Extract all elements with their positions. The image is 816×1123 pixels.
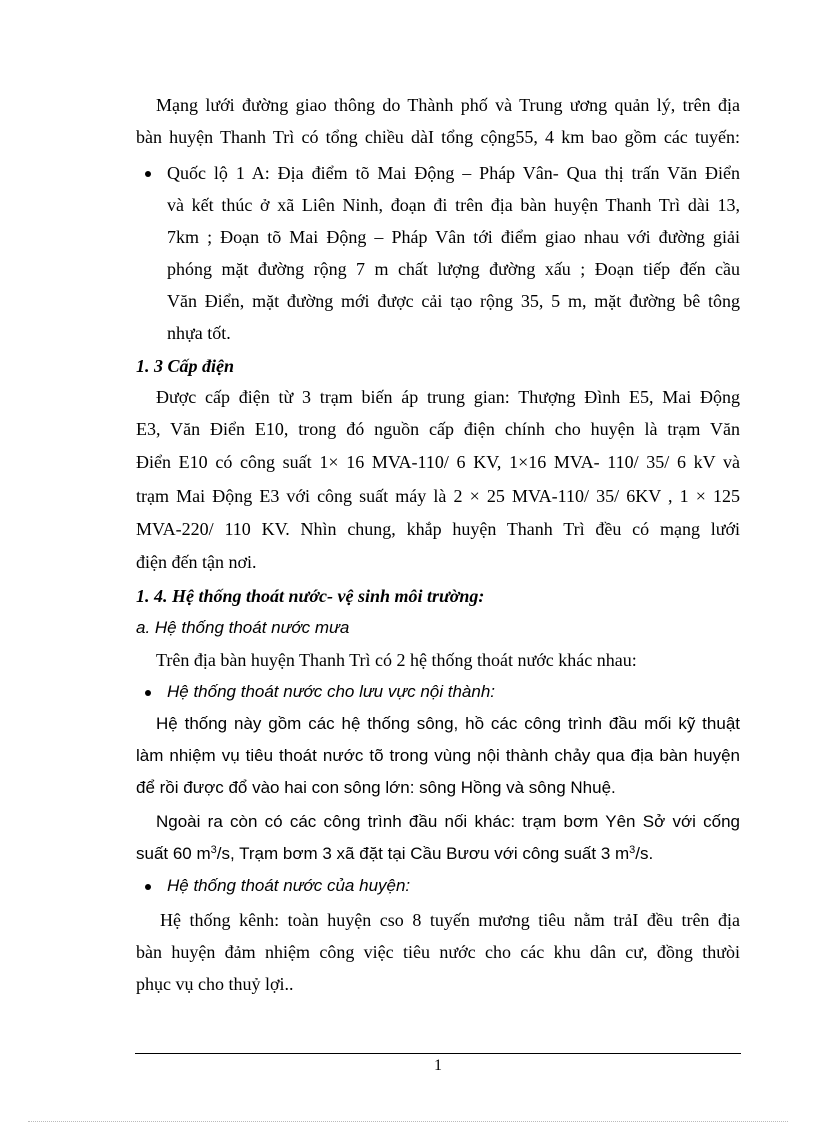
paragraph-line: để rồi được đổ vào hai con sông lớn: sông Hồng và sông Nhuệ.	[136, 778, 616, 797]
paragraph-line: MVA-220/ 110 KV. Nhìn chung, khắp huyện Thanh Trì đều có mạng lưới	[136, 519, 740, 539]
paragraph-line: bàn huyện đảm nhiệm công việc tiêu nước cho các khu dân cư, đồng thưòi	[136, 942, 740, 962]
paragraph-line: Được cấp điện từ 3 trạm biến áp trung gian: Thượng Đình E5, Mai Động	[156, 387, 740, 407]
list-item-line: Hệ thống thoát nước của huyện:	[167, 876, 411, 895]
subsection-heading: a. Hệ thống thoát nước mưa	[136, 618, 350, 637]
list-item-line: Quốc lộ 1 A: Địa điểm tõ Mai Động – Pháp Vân- Qua thị trấn Văn Điển	[167, 163, 740, 183]
paragraph-line: Ngoài ra còn có các công trình đầu nối khác: trạm bơm Yên Sở với cống	[156, 812, 740, 831]
section-heading: 1. 3 Cấp điện	[136, 356, 235, 376]
footer-divider	[135, 1053, 741, 1054]
paragraph-line: điện đến tận nơi.	[136, 552, 257, 572]
paragraph-line: Hệ thống này gồm các hệ thống sông, hồ các công trình đầu mối kỹ thuật	[156, 714, 740, 733]
text-fragment: /s, Trạm bơm 3 xã đặt tại Cầu Bươu với công suất 3 m	[216, 844, 630, 863]
page-edge-divider	[28, 1121, 788, 1122]
bullet-icon	[145, 690, 151, 696]
list-item-line: phóng mặt đường rộng 7 m chất lượng đường xấu ; Đoạn tiếp đến cầu	[167, 259, 740, 279]
paragraph-line: Mạng lưới đường giao thông do Thành phố và Trung ương quản lý, trên địa	[156, 95, 740, 115]
paragraph-line: trạm Mai Động E3 với công suất máy là 2 × 25 MVA-110/ 35/ 6KV , 1 × 125	[136, 486, 740, 506]
paragraph-line: bàn huyện Thanh Trì có tổng chiều dàI tổng cộng55, 4 km bao gồm các tuyến:	[136, 127, 740, 147]
list-item-line: nhựa tốt.	[167, 323, 231, 343]
bullet-icon	[145, 171, 151, 177]
superscript: 3	[629, 844, 636, 856]
page-number: 1	[434, 1057, 442, 1074]
list-item-line: 7km ; Đoạn tõ Mai Động – Pháp Vân tới điểm giao nhau với đường giải	[167, 227, 740, 247]
list-item-line: Văn Điển, mặt đường mới được cải tạo rộng 35, 5 m, mặt đường bê tông	[167, 291, 740, 311]
list-item-line: Hệ thống thoát nước cho lưu vực nội thành:	[167, 682, 496, 701]
paragraph-line: phục vụ cho thuỷ lợi..	[136, 974, 294, 994]
paragraph-line: làm nhiệm vụ tiêu thoát nước tõ trong vùng nội thành chảy qua địa bàn huyện	[136, 746, 740, 765]
paragraph-line: Điển E10 có công suất 1× 16 MVA-110/ 6 KV, 1×16 MVA- 110/ 35/ 6 kV và	[136, 452, 740, 472]
bullet-icon	[145, 884, 151, 890]
list-item-line: và kết thúc ở xã Liên Ninh, đoạn đi trên địa bàn huyện Thanh Trì dài 13,	[167, 195, 740, 215]
paragraph-line	[136, 843, 653, 865]
paragraph-line: E3, Văn Điển E10, trong đó nguồn cấp điện chính cho huyện là trạm Văn	[136, 419, 740, 439]
text-fragment: /s.	[635, 844, 654, 863]
paragraph-line: Trên địa bàn huyện Thanh Trì có 2 hệ thống thoát nước khác nhau:	[156, 650, 637, 670]
superscript: 3	[210, 844, 217, 856]
text-fragment: suất 60 m	[136, 844, 211, 863]
paragraph-line: Hệ thống kênh: toàn huyện cso 8 tuyến mương tiêu nằm trảI đều trên địa	[160, 910, 740, 930]
section-heading: 1. 4. Hệ thống thoát nước- vệ sinh môi trường:	[136, 586, 485, 606]
